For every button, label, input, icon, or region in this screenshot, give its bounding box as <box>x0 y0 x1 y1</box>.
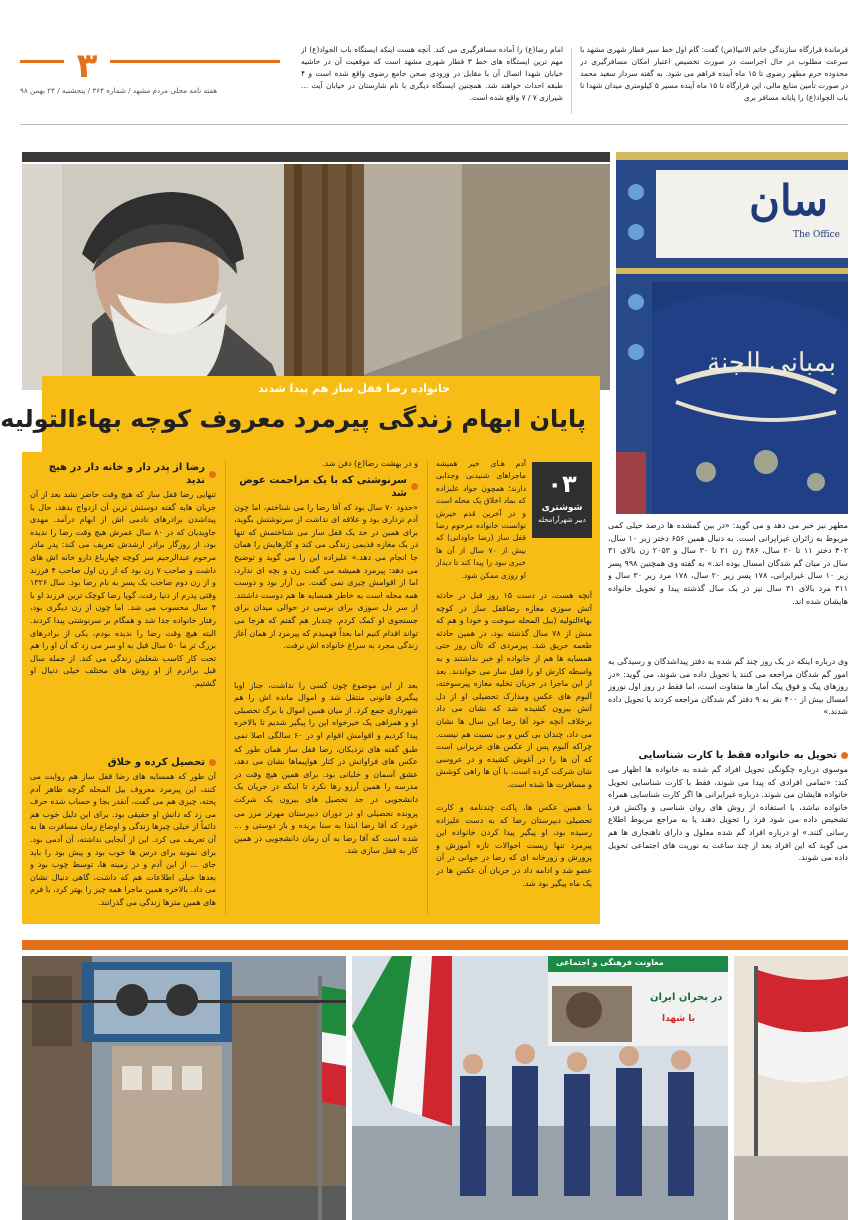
ceremony-banner-1: معاونت فرهنگی و اجتماعی <box>556 958 664 967</box>
article-col-mid <box>234 458 418 916</box>
article-mid-p2: بعد از این موضوع چون کسی را نداشت، جناز اوبا پیگیری قانونی منتقل شد و اموال مانده اش را هم شهرداری جمع کرد. از میان همین اموال با برگ تحصیلی او و همراهی یک خیرخواه این را پیگیر شدیم تا بالاخره پیدا کردیم و اقوامش اقوام او در ۶۰ سالگی اصلا نمی <box>234 680 418 740</box>
folio-text: هفته نامه محلی مردم مشهد / شماره ۳۶۴ / پنجشنبه / ۲۴ بهمن ۹۸ <box>20 86 218 95</box>
left-subheading-2-text: تحصیل کرده و خلاق <box>107 757 205 768</box>
article-mid-p0: و در بهشت رضا(ع) دفن شد. <box>322 459 418 468</box>
street-illustration <box>22 956 346 1220</box>
bullet-icon <box>209 759 216 766</box>
sidebar-article <box>608 520 848 920</box>
headline: پایان ابهام زندگی پیرمرد معروف کوچه بهاءالتولیه <box>0 405 586 433</box>
badge-number: ۰۳ <box>547 470 577 498</box>
left-subheading-1 <box>30 461 216 487</box>
sidebar-p2: وی درباره اینکه در یک روز چند گم شده به دفتر پیداشدگان و رسیدگی به امور گم شدگان مراجعه می کنند یا تحویل داده می شوند، می گوید: «در روزهای پیک و فوق پیک آمار ها متفاوت است، اما فقط در روز اول نوروز امسال بیش از ۴۰۰ نفر به ۹ دفتر گم شدگان مراجعه کردند یا تحویل داده شدند.» <box>608 657 848 717</box>
article-col-left <box>30 458 216 916</box>
column-divider <box>427 460 428 914</box>
sidebar-heading <box>608 749 848 762</box>
article-col-right <box>436 458 592 916</box>
shrine-tile-text: بمبانی الجنة <box>707 348 836 378</box>
article-left-p2: آن طور که همسایه های رضا قفل ساز هم روایت می کنند، این پیرمرد معروف بیل المحله گرچه ظاهر آدم پخته، چیزی هم می گفت، آنقدر بجا و حساب شده حرف می زد که دانش او حقیقی بود. برای این دلیل خوب هم دائماً از خیلی چیزها زندگی و اوضاع زمان مسافرت ها به آن تعریف می کرد. این از آنجایی نداشته، آن آدمی بود. برای نمونه برای درس ها خوب بود و پیش بود را باید جای ... از این آدم و در زمینه ها، توسط چوب بود و بعدها خیلی اطلاعات هم که داشت، گاهی دنبال نشان می داد. بالاخره همین ماجرا همه چیز را بهتر کرد، با فرم های همین مترها زندگی می گذرانند. <box>30 772 216 907</box>
section-top-bar <box>22 152 610 162</box>
shrine-sign-en: The Office <box>792 230 840 240</box>
column-divider <box>571 48 572 114</box>
flag-photo <box>734 956 848 1220</box>
badge-role: دبیر شهرآرامحله <box>538 516 586 524</box>
flag-illustration <box>734 956 848 1220</box>
mid-subheading-1 <box>234 474 418 500</box>
sidebar-p1: مطهر نیز خبر می دهد و می گوید: «در بین گمشده ها درصد خیلی کمی مربوط به زائران غیرایرانی است. به دنبال همین ۶۵۶ دختر زیر ۱۰ سال، ۴۰۲ دختر ۱۱ تا ۲۰ سال، ۴۸۶ زن ۲۱ تا ۳۰ سال و ۲۰۵۳ زن بالای ۳۱ سال در میان گم شدگان امسال بوده اند.» به گفته وی همچنین ۹۹۸ پسر زیر ۱۰ سال غیرایرانی، ۱۷۸ پسر زیر ۲۰ سال، ۱۷۸ مرد زیر ۳۰ سال و ۳۱۱ مرد بالای ۳۱ سال نیز در یک سال گذشته پیدا و تحویل خانواده هایشان شده اند. <box>608 521 848 606</box>
author-badge <box>532 462 592 538</box>
headline-box <box>0 376 600 452</box>
article-mid-p4: پرونده تحصیلی او در دوران دبیرستان مهرتر مرز می خورد که آقا رضا ابتدا به سنا بریده و باز دوستی و ... شده است که آقا رضا به آن زمان دانشجویی در همین کار به قفل سازی شد. <box>234 808 418 856</box>
top-column-1: فرماندهٔ قرارگاه سازندگی خاتم الانبیا(ص) گفت: گام اول خط سیر قطار شهری مشهد با سرعت مطلوب در حال اجراست در صورت تخصیص اعتبار امکان مسافرگیری در محدوده حرم مطهر رضوی تا ۱۵ ماه آینده فراهم می شود. به گفته سردار سعید محمد در صورت تأمین منابع مالی، این قرارگاه تا ۱۵ ماه آینده مسیر ۵ کیلومتری میدان شهدا تا باب الجواد(ع) را پایانه مسافر بری <box>580 45 848 102</box>
bullet-icon <box>209 471 216 478</box>
page-number: ۳ <box>64 46 110 86</box>
top-column-2: امام رضا(ع) را آماده مسافرگیری می کند. آنچه هست اینکه ایستگاه باب الجواد(ع) از مهم ترین ایستگاه های خط ۳ قطار شهری مشهد است که موقعیت آن در حاشیه خیابان شهدا اتصال آن با مقابل در ورودی صحن جامع رضوی واقع شده است و ۴ طبقه احداث خواهند شد. همچنین ایستگاه دیگری با نام شارستان در خیابان آیت ... شیرازی ۷ / ۷ واقع شده است. <box>301 45 563 102</box>
header-rule <box>20 124 848 125</box>
ceremony-banner-3: با شهدا <box>662 1014 695 1024</box>
sidebar-p3: موسوی درباره چگونگی تحویل افراد گم شده به خانواده ها اظهار می کند: «تمامی افرادی که پیدا می شوند، فقط با کارت شناسایی تحویل خانواده هایشان می شوند. درباره غیرایرانی ها اگر کارت شناسایی همراه خانواده نباشد، با استفاده از روش های روان شناسی و واکنش فرد تشخیص داده می شود فرد را تحویل دهند یا به مراجع مربوط اطلاع رسانی کنند.» او درباره افراد گم شده معلول و دارای ناهنجاری ها هم می گوید که این افراد بعد از چند ساعت به نوریت های اجتماعی تحویل داده می شوند. <box>608 765 848 863</box>
ceremony-photo <box>352 956 728 1220</box>
article-lead: آدم هـای خیر همیشه ماجراهای شنیدنی وجذابی دارند؛ همچون جواد علیزاده که نماد اخلاق یک محله است و در آخرین قدم خیرش توانست خانواده مرحوم رضا قفل ساز (رضا جاودانی) که بیش از ۷۰ سال از آن ها خبری نبود را پیدا کند تا دیدار او روزی ممکن شود. <box>436 459 526 580</box>
top-strip <box>20 44 848 122</box>
street-photo <box>22 956 346 1220</box>
article-left-p1: تنهایی رضا قفل ساز که هیچ وقت حاضر نشد بعد از آن جریان هایه گفته دوستش ترین آن ازدواج بدهد، حال با پیداشدن برادرهای نادمی اش از ابهام درآمد. مهدی جاویدیان که در ۸۰ سال عمرش هیچ وقت رضا را ندیده بود، از روزگار برادر ارشدش تعریف می کند: پدر مادر مرحوم عبدالرحیم سر کوچه چهارباغ دارو خانه اش های داشت و صاحب ۷ زن بود که از زن اول صاحب ۴ فرزند و از زن دوم صاحب یک پسر به نام رضا بود. سال ۱۳۲۶ وقتی پدرم از دنیا رفت، گویا رضا کوچک ترین فرزند او با ۴ سال محسوب می شد. اما چون از زن دیگری بود، رفتار خانواده جدا شد و همگام بر سرنوشتی پیدا کردند. البته هیچ وقت رضا را ندیده بودم، یکی از برادرهای بزرگ تر ما ۵۰ سال قبل به او سر می زد که آن او را هم تحت کار کاسب شغلش زندگی می کند. از جمله سال قبل برادرم از او روش های مختلف خیلی دنبال او گشتیم. <box>30 490 216 688</box>
old-man-photo <box>22 164 610 390</box>
bottom-orange-bar <box>22 940 848 950</box>
kicker: خانواده رضا قفل ساز هم پیدا شدند <box>258 382 450 395</box>
article-mid-p3: طبق گفته های نزدیکان، رضا قفل ساز همان طور که عکس های فراوانش در کنار هواپیماها نشان می دهد، عشق آسمان و خلبانی بود. برای همین هیچ وقت در مدرسه را همین آرزو رها نکرد تا اینکه در جریان یک دانشجویی در حد تحصیل های بیرون یک شرکت <box>234 744 418 804</box>
mid-subheading-1-text: سرنوشتی که با یک مزاحمت عوض شد <box>239 474 407 499</box>
badge-name: شوشتری <box>541 503 583 513</box>
article-right-p1: آنچه هست، در دست ۱۵ روز قبل در حادثه آتش سوزی مغازه رضاقفل ساز در کوچه بهاءالتولیه (بیل المحله سوخت و خودا و هم که منش از ۷۸ سال گذشته بود، در همین حادثه طعمه حریق شد. پیرمردی که تاآن روز حتی همسایه ها هم از خانواده او خبر نداشتند و به واسطه کارش او را قفل ساز می خواندند. بعد از این ماجرا در جریان تخلیه مغازه پیرسوخته، آلبوم های عکس ومدارک تحصیلی او از دل آتش بیرون کشیده شد که نشان می داد برخلاف آنچه خود آقا رضا این سال ها نشان می داد، چندان بی کس و بی نسبت هم نیست. چراکه آلبوم پس از عکس های عزیزانی است که آن ها را در آغوش کشیده و در عروسی شان شرکت کرده است، با آن ها راهی کوشش و مسافرت ها شده است. <box>436 591 592 789</box>
folio-box <box>20 46 280 106</box>
column-divider <box>225 460 226 914</box>
article-right-p2: با همین عکس ها، پاکت چندنامه و کارت تحصیلی دبیرستان رضا که به دست علیزاده رسیده بود، او پیگیر پیدا کردن خانواده این پیرمرد تنها زیست احوالات تازه آموزش و پرورش و زورخانه ای که رضا در جوانی در آن عضو شد و ادامه داد در جریان آن عکس ها در یک ماه پیگیر بود شد. <box>436 803 592 888</box>
sidebar-heading-text: تحویل به خانواده فقط با کارت شناسایی <box>638 750 837 761</box>
article-body <box>22 452 600 924</box>
bullet-icon <box>411 483 418 490</box>
article-mid-p1: «حدود ۷۰ سال بود که آقا رضا را می شناختم، اما چون آدم ترداری بود و علاقه ای نداشت از سرنوشتش بگوید، برای همین در حد یک قفل ساز می شناختمش که تنها در یک مغازه قدیمی زندگی می کند و کارهایش را همان جا انجام می دهد.» علیزاده این را می گوید و توضیح می دهد: پیرمرد همیشه می گفت زن و بچه ای ندارد، اما از اقوامش چیزی نمی گفت. بی آزار بود و دوست همه محله است به خاطر همسایه ها هم دوست داشتند. از سر دل سوزی برای برسی در حوالی میدان برای جستجوی او کمک کردم. چندبار هم گفتم که هرجا می تواند اقدام کنیم اما بعداً فهمیدم که پیرمرد از همان آغاز زندگی مجرد به سراغ خانواده اش نرفت. <box>234 502 418 651</box>
bullet-icon <box>841 752 848 759</box>
shrine-sign-photo <box>616 152 848 514</box>
ceremony-banner-2: در بحران ایران <box>650 992 723 1003</box>
left-subheading-1-text: رضا از پدر دار و خانه دار در هیچ ندید <box>48 462 205 486</box>
folio-bar <box>20 60 280 63</box>
old-man-illustration <box>22 164 610 390</box>
shrine-sign-text: سان <box>749 176 828 225</box>
left-subheading-2 <box>30 756 216 769</box>
